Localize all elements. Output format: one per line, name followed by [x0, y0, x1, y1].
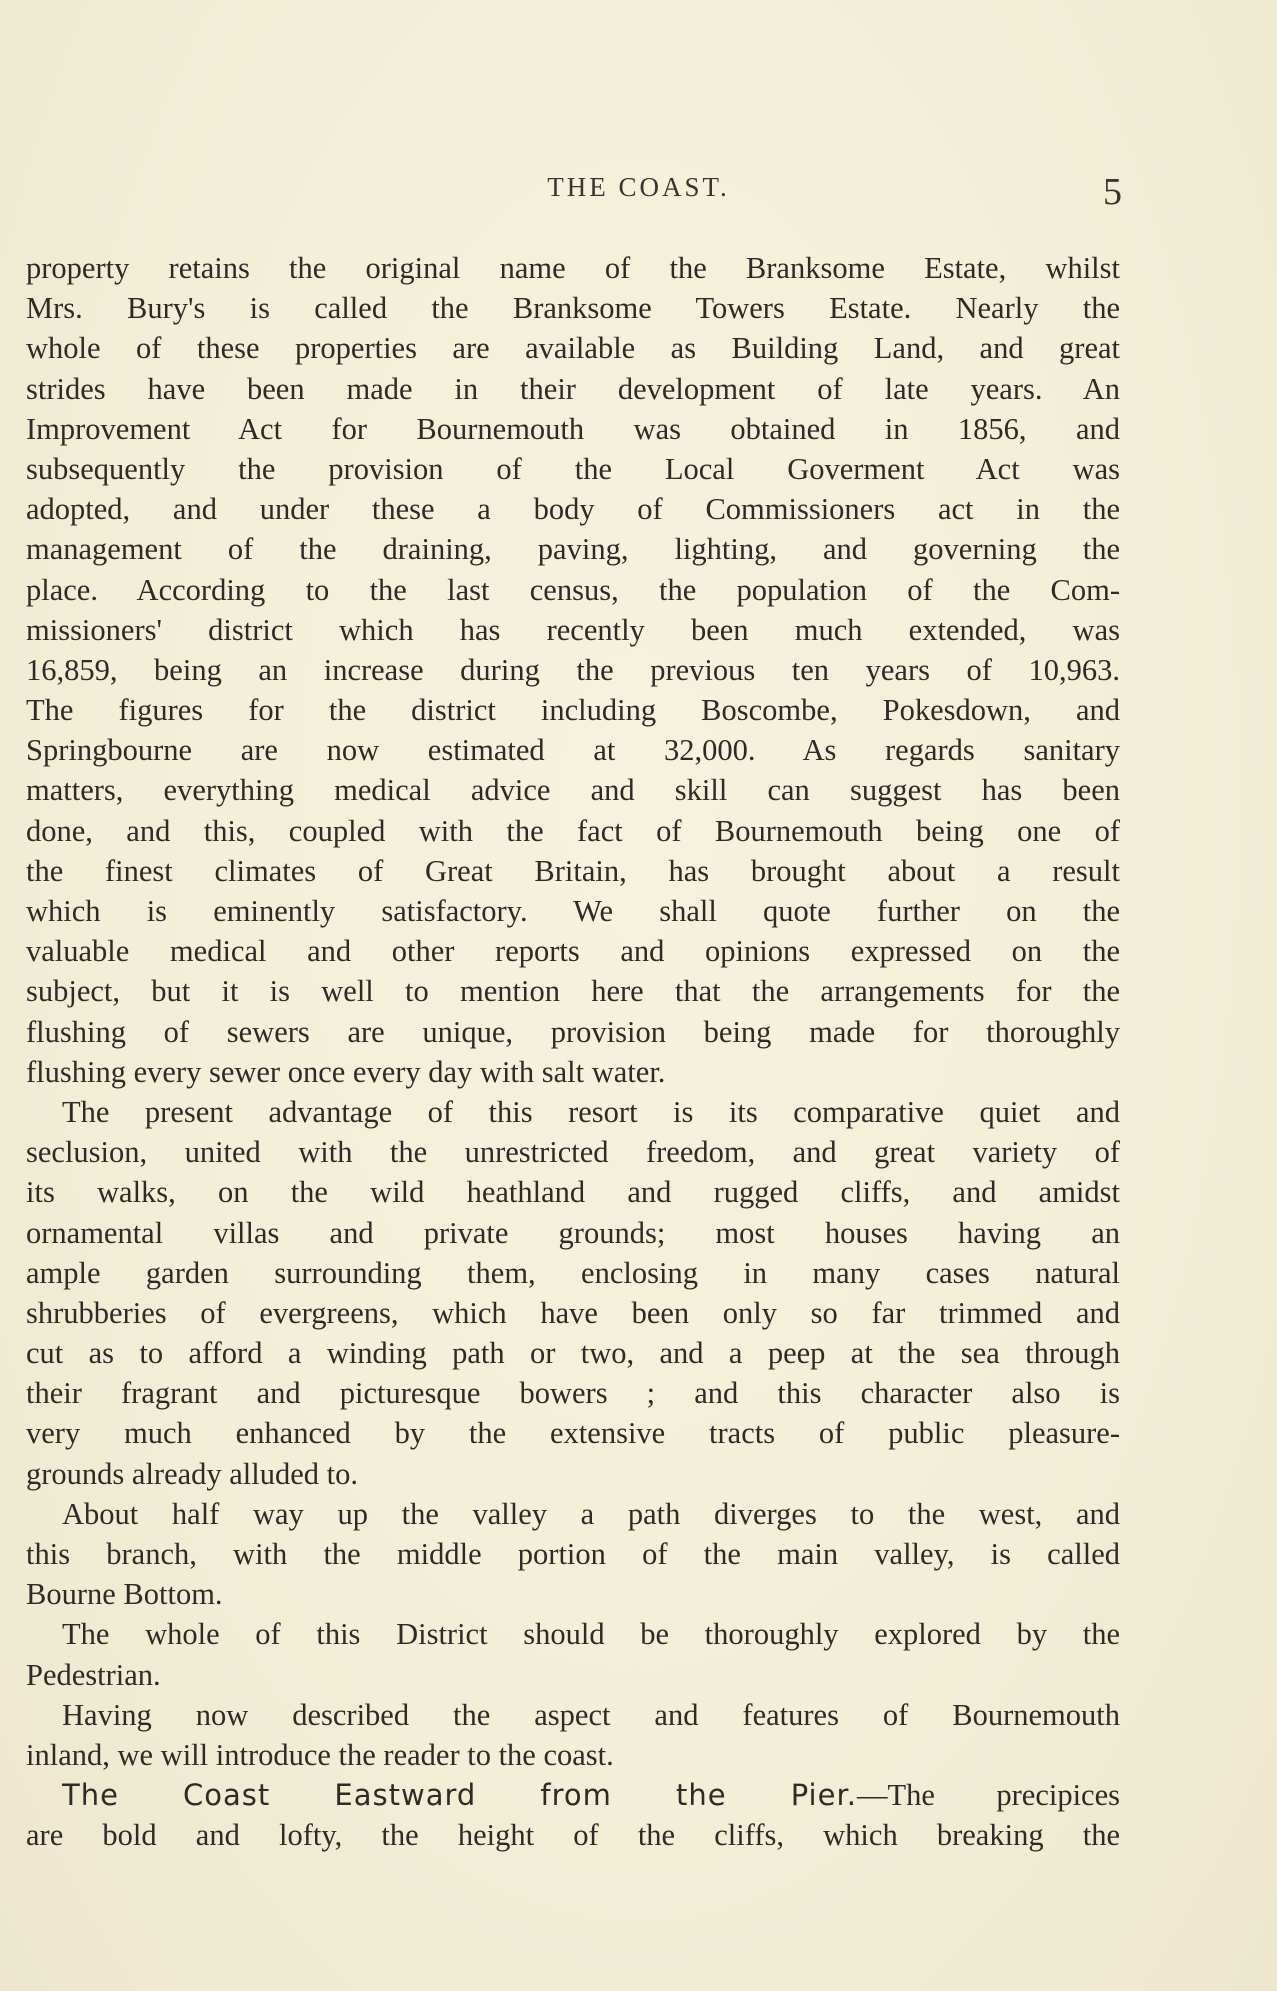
text-line: very much enhanced by the extensive tracts of public pleasure-: [26, 1416, 1120, 1451]
text-line: —The precipices: [856, 1778, 1120, 1813]
text-line: adopted, and under these a body of Commissioners act in the: [26, 492, 1120, 527]
running-title: THE COAST.: [547, 172, 730, 202]
text-line: cut as to afford a winding path or two, and a peep at the sea through: [26, 1336, 1120, 1371]
text-line: The whole of this District should be thoroughly explored by the: [62, 1617, 1120, 1652]
page-number: 5: [1103, 171, 1122, 213]
text-line: seclusion, united with the unrestricted freedom, and great variety of: [26, 1135, 1120, 1170]
text-line: shrubberies of evergreens, which have been only so far trimmed and: [26, 1295, 1120, 1330]
text-line: their fragrant and picturesque bowers ; and this character also is: [26, 1376, 1120, 1411]
section-heading-line: [26, 1775, 1120, 1815]
text-line: Bourne Bottom.: [26, 1577, 223, 1612]
text-line: Pedestrian.: [26, 1657, 161, 1692]
text-line: flushing every sewer once every day with salt water.: [26, 1054, 666, 1089]
text-line: The present advantage of this resort is its comparative quiet and: [62, 1094, 1120, 1129]
text-line: management of the draining, paving, lighting, and governing the: [26, 532, 1120, 567]
text-line: Having now described the aspect and features of Bournemouth: [62, 1697, 1120, 1732]
text-line: whole of these properties are available as Building Land, and great: [26, 331, 1120, 366]
text-line: missioners' district which has recently been much extended, was: [26, 612, 1120, 647]
text-line: subsequently the provision of the Local Goverment Act was: [26, 451, 1120, 486]
body-text: [26, 248, 1120, 1856]
text-line: which is eminently satisfactory. We shall quote further on the: [26, 894, 1120, 928]
text-line: ornamental villas and private grounds; most houses having an: [26, 1215, 1120, 1250]
text-line: done, and this, coupled with the fact of Bournemouth being one of: [26, 813, 1120, 848]
text-line: strides have been made in their development of late years. An: [26, 371, 1120, 406]
text-line: About half way up the valley a path diverges to the west, and: [62, 1496, 1120, 1531]
text-line: grounds already alluded to.: [26, 1456, 359, 1491]
text-line: are bold and lofty, the height of the cliffs, which breaking the: [26, 1818, 1120, 1853]
text-line: the finest climates of Great Britain, has brought about a result: [26, 853, 1120, 888]
text-line: 16,859, being an increase during the previous ten years of 10,963.: [26, 652, 1120, 687]
text-line: this branch, with the middle portion of the main valley, is called: [26, 1537, 1120, 1571]
text-line: ample garden surrounding them, enclosing in many cases natural: [26, 1255, 1120, 1290]
text-line: its walks, on the wild heathland and rugged cliffs, and amidst: [26, 1175, 1120, 1210]
text-line: subject, but it is well to mention here that the arrangements for the: [26, 974, 1120, 1009]
text-line: The figures for the district including Boscombe, Pokesdown, and: [26, 693, 1120, 728]
text-line: Improvement Act for Bournemouth was obtained in 1856, and: [26, 411, 1120, 446]
text-line: valuable medical and other reports and opinions expressed on the: [26, 934, 1120, 969]
section-heading: The Coast Eastward from the Pier.: [62, 1778, 857, 1813]
text-line: place. According to the last census, the population of the Com-: [26, 572, 1120, 607]
text-line: Springbourne are now estimated at 32,000. As regards sanitary: [26, 733, 1120, 768]
text-line: matters, everything medical advice and skill can suggest has been: [26, 773, 1120, 808]
text-line: Mrs. Bury's is called the Branksome Towers Estate. Nearly the: [26, 291, 1120, 326]
text-line: flushing of sewers are unique, provision being made for thoroughly: [26, 1014, 1120, 1049]
text-line: property retains the original name of the Branksome Estate, whilst: [26, 251, 1120, 285]
text-line: inland, we will introduce the reader to the coast.: [26, 1737, 614, 1772]
